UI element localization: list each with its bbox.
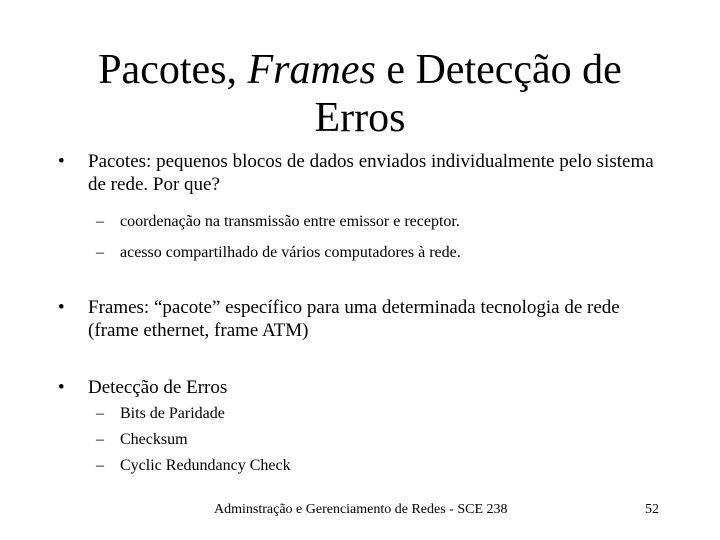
subitem-marker: – [96, 405, 104, 422]
bullet-text: Pacotes: pequenos blocos de dados enviados individualmente pelo sistema de rede. Por que? [88, 151, 654, 195]
subitem-checksum [96, 430, 188, 450]
slide-footer: Adminstração e Gerenciamento de Redes - SCE 238 [214, 502, 508, 517]
title-part3: e Detecção de [375, 47, 622, 93]
subitem-crc [96, 456, 291, 476]
bullet-deteccao [58, 376, 668, 399]
bullet-pacotes [58, 150, 668, 196]
subitem-text: coordenação na transmissão entre emissor e receptor. [120, 213, 460, 230]
subitem-text: acesso compartilhado de vários computadores à rede. [120, 244, 461, 261]
subitem-marker: – [96, 213, 104, 230]
bullet-text: Detecção de Erros [88, 377, 228, 398]
subitem-coordenacao [96, 212, 460, 232]
slide-title-line1 [40, 46, 680, 94]
bullet-marker: • [58, 297, 65, 318]
subitem-text: Cyclic Redundancy Check [120, 457, 291, 474]
slide-title-line2: Erros [314, 95, 406, 141]
title-part2-italic: Frames [247, 47, 376, 93]
subitem-acesso [96, 243, 461, 263]
subitem-text: Bits de Paridade [120, 405, 225, 422]
page-number: 52 [645, 502, 659, 517]
subitem-paridade [96, 404, 225, 424]
subitem-text: Checksum [120, 431, 188, 448]
bullet-marker: • [58, 151, 65, 172]
bullet-text: Frames: “pacote” específico para uma determinada tecnologia de rede (frame ethernet, frame ATM) [88, 297, 620, 341]
bullet-frames [58, 296, 668, 342]
subitem-marker: – [96, 457, 104, 474]
title-part1: Pacotes, [98, 47, 248, 93]
subitem-marker: – [96, 244, 104, 261]
slide-title [40, 46, 680, 142]
bullet-marker: • [58, 377, 65, 398]
subitem-marker: – [96, 431, 104, 448]
